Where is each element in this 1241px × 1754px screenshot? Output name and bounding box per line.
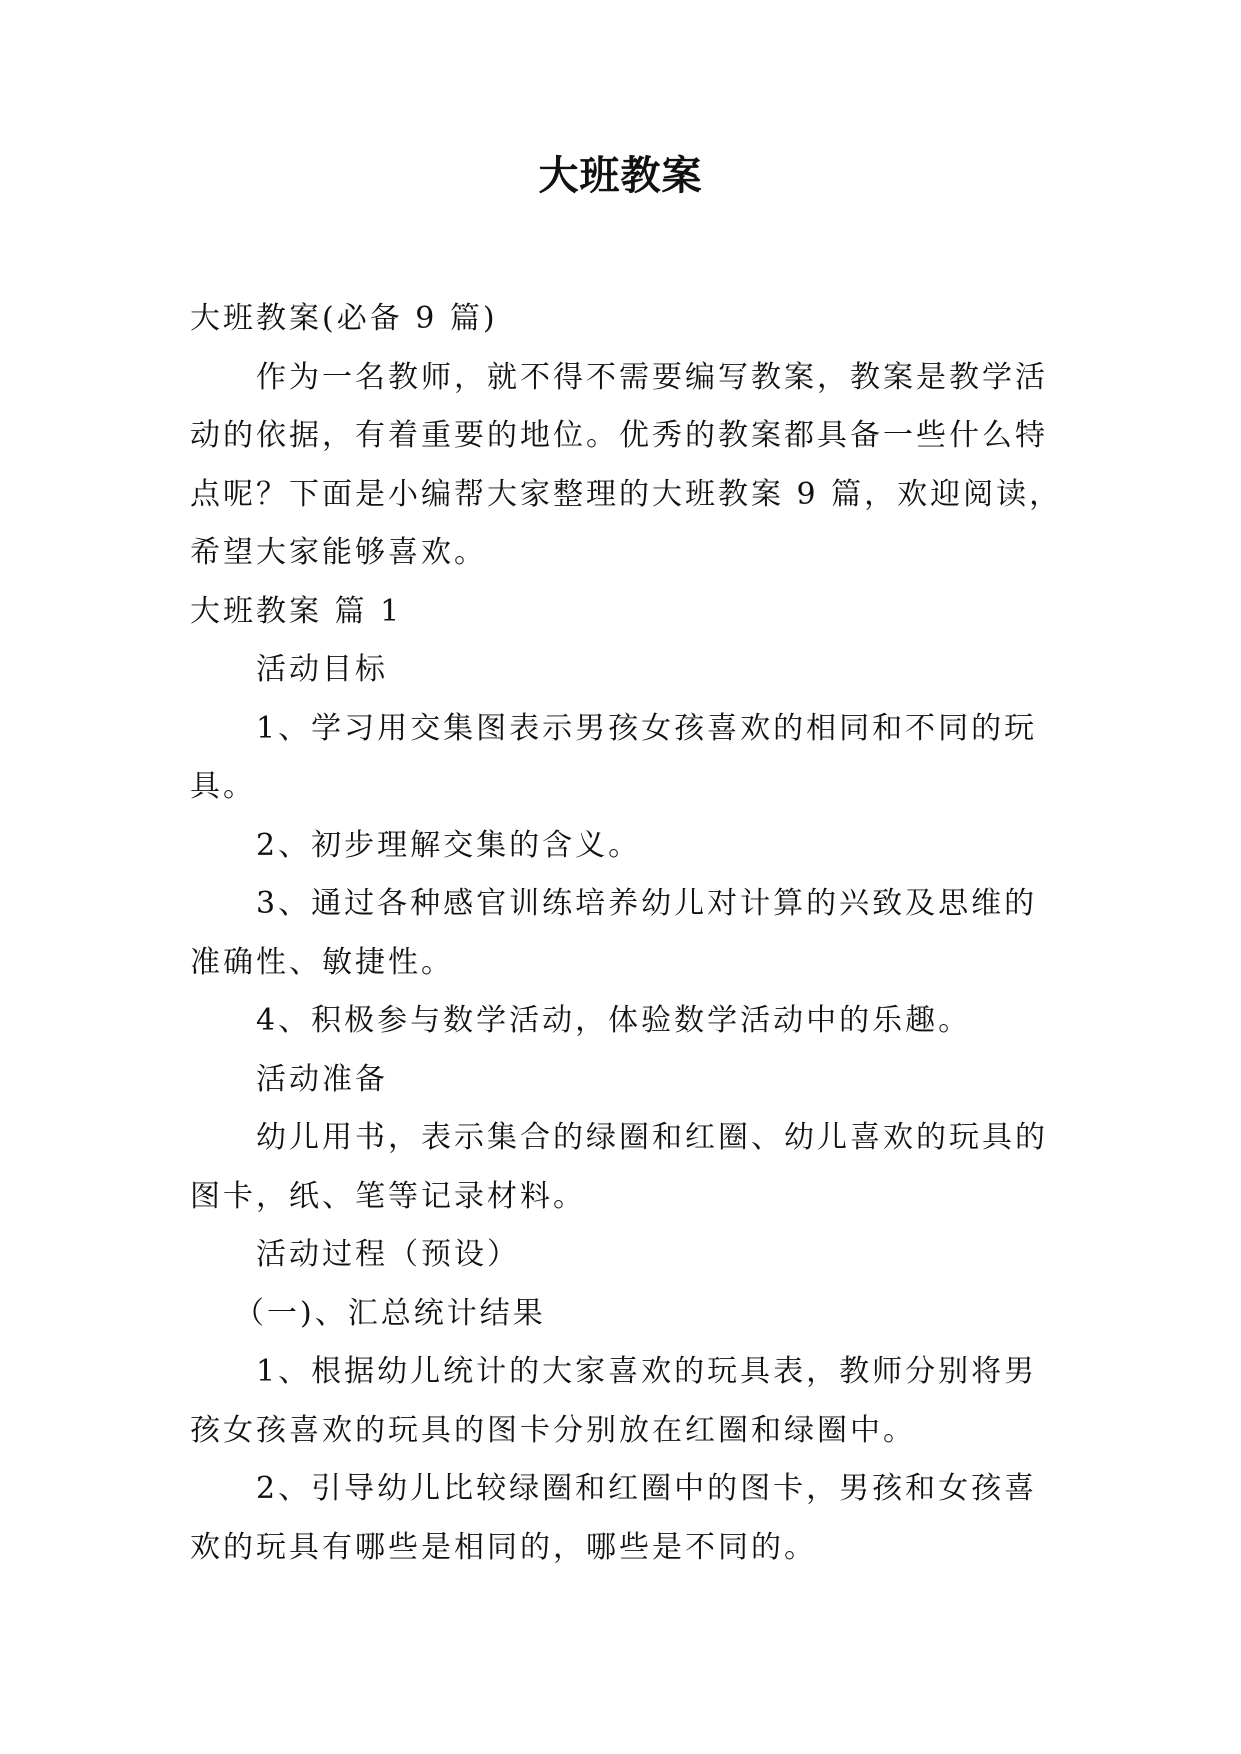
goal-item: 3、通过各种感官训练培养幼儿对计算的兴致及思维的 [256, 886, 1038, 921]
goal-item-cont: 准确性、敏捷性。 [190, 944, 454, 980]
goal-item: 4、积极参与数学活动，体验数学活动中的乐趣。 [256, 1003, 972, 1038]
intro-line: 作为一名教师，就不得不需要编写教案，教案是教学活 [256, 359, 1048, 395]
goal-item: 2、初步理解交集的含义。 [256, 827, 642, 863]
document-title: 大班教案 [538, 153, 703, 199]
prep-text-cont: 图卡，纸、笔等记录材料。 [190, 1178, 586, 1214]
goal-item-cont: 具。 [190, 769, 256, 804]
intro-line: 动的依据，有着重要的地位。优秀的教案都具备一些什么特 [190, 418, 1048, 453]
goal-item: 1、学习用交集图表示男孩女孩喜欢的相同和不同的玩 [256, 710, 1038, 746]
intro-line: 点呢？下面是小编帮大家整理的大班教案 9 篇，欢迎阅读， [190, 476, 1063, 512]
intro-line: 希望大家能够喜欢。 [190, 535, 487, 570]
process-item-cont: 欢的玩具有哪些是相同的，哪些是不同的。 [190, 1529, 817, 1565]
process-item-cont: 孩女孩喜欢的玩具的图卡分别放在红圈和绿圈中。 [190, 1412, 916, 1448]
subtitle-line: 大班教案(必备 9 篇) [190, 301, 498, 336]
subheading-goals: 活动目标 [256, 652, 388, 687]
subheading-process: 活动过程（预设） [256, 1237, 520, 1272]
subheading-prep: 活动准备 [256, 1061, 388, 1097]
document-body [190, 290, 1063, 1577]
process-item: 1、根据幼儿统计的大家喜欢的玩具表，教师分别将男 [256, 1354, 1038, 1389]
section-heading: 大班教案 篇 1 [190, 593, 403, 629]
process-item: 2、引导幼儿比较绿圈和红圈中的图卡，男孩和女孩喜 [256, 1471, 1038, 1506]
process-step-heading: （一)、汇总统计结果 [234, 1295, 546, 1331]
prep-text: 幼儿用书，表示集合的绿圈和红圈、幼儿喜欢的玩具的 [256, 1120, 1048, 1155]
